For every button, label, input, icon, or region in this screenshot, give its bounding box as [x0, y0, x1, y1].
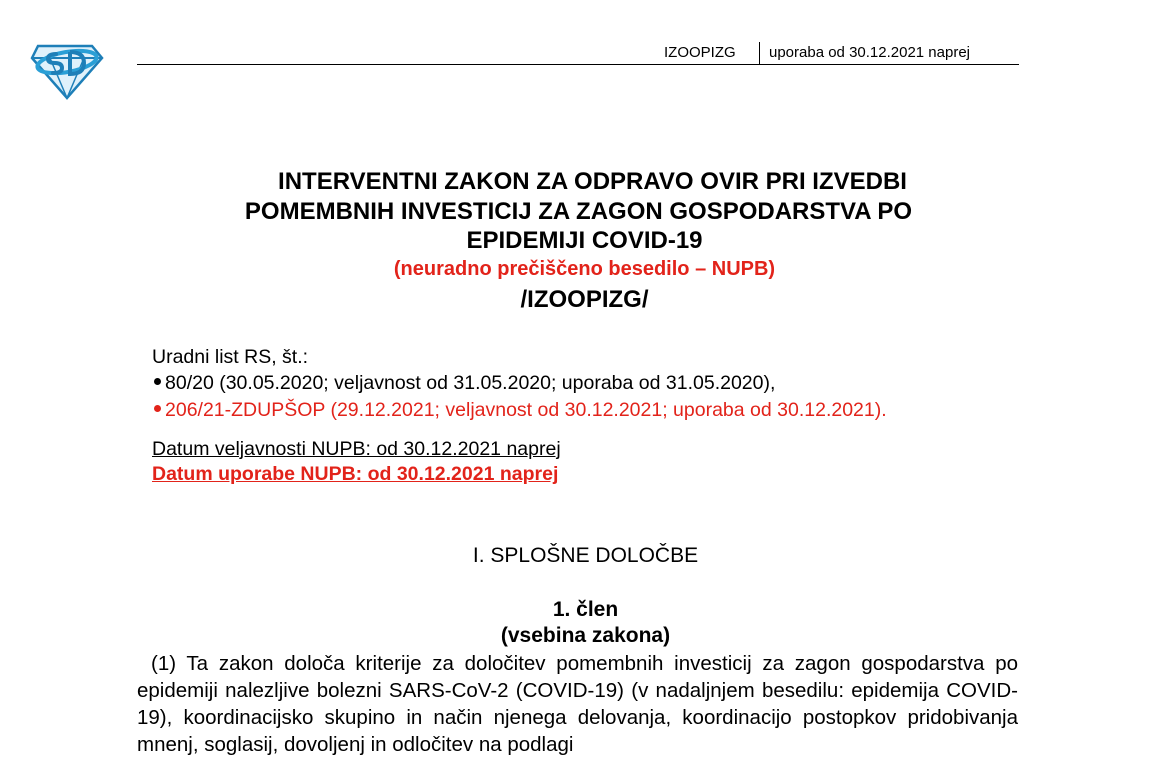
bullet-icon: [154, 378, 161, 385]
title-line-3: EPIDEMIJI COVID-19: [466, 227, 703, 254]
article-number: 1. člen: [552, 598, 619, 621]
title-line-1: INTERVENTNI ZAKON ZA ODPRAVO OVIR PRI IZVEDBI: [278, 168, 907, 195]
title-line-2: POMEMBNIH INVESTICIJ ZA ZAGON GOSPODARSTVA PO: [244, 198, 913, 225]
gazette-item-text: 80/20 (30.05.2020; veljavnost od 31.05.2020; uporaba od 31.05.2020),: [165, 372, 776, 394]
gazette-item-text: 206/21-ZDUPŠOP (29.12.2021; veljavnost od 30.12.2021; uporaba od 30.12.2021).: [165, 399, 887, 421]
usage-date: Datum uporabe NUPB: od 30.12.2021 naprej: [152, 463, 559, 485]
title-subtitle: (neuradno prečiščeno besedilo – NUPB): [393, 258, 776, 280]
header-usage: uporaba od 30.12.2021 naprej: [769, 44, 971, 61]
article-subtitle: (vsebina zakona): [500, 624, 671, 647]
title-code: /IZOOPIZG/: [520, 286, 649, 313]
article-paragraph: (1) Ta zakon določa kriterije za določitev pomembnih investicij za zagon gospodarstva po epidemiji nalezljive bolezni SARS-CoV-2 (COVID-19) (v nadaljnjem besedilu: epidemija COVID-19), koordinacijsko skupino in način njenega delovanja, koordinacijo postopkov pridobivanja mnenj, soglasij, dovoljenj in odločitev na podlagi: [137, 652, 1018, 756]
gazette-label: Uradni list RS, št.:: [152, 346, 309, 368]
bullet-icon: [154, 405, 161, 412]
gazette-item: [152, 372, 775, 395]
header-rule: [137, 64, 1019, 65]
header-separator: [759, 42, 760, 64]
header-code: IZOOPIZG: [664, 44, 736, 61]
gazette-item: [152, 399, 887, 422]
validity-date: Datum veljavnosti NUPB: od 30.12.2021 naprej: [152, 438, 561, 460]
sd-diamond-logo-icon: [30, 40, 104, 100]
section-title: I. SPLOŠNE DOLOČBE: [472, 544, 699, 567]
